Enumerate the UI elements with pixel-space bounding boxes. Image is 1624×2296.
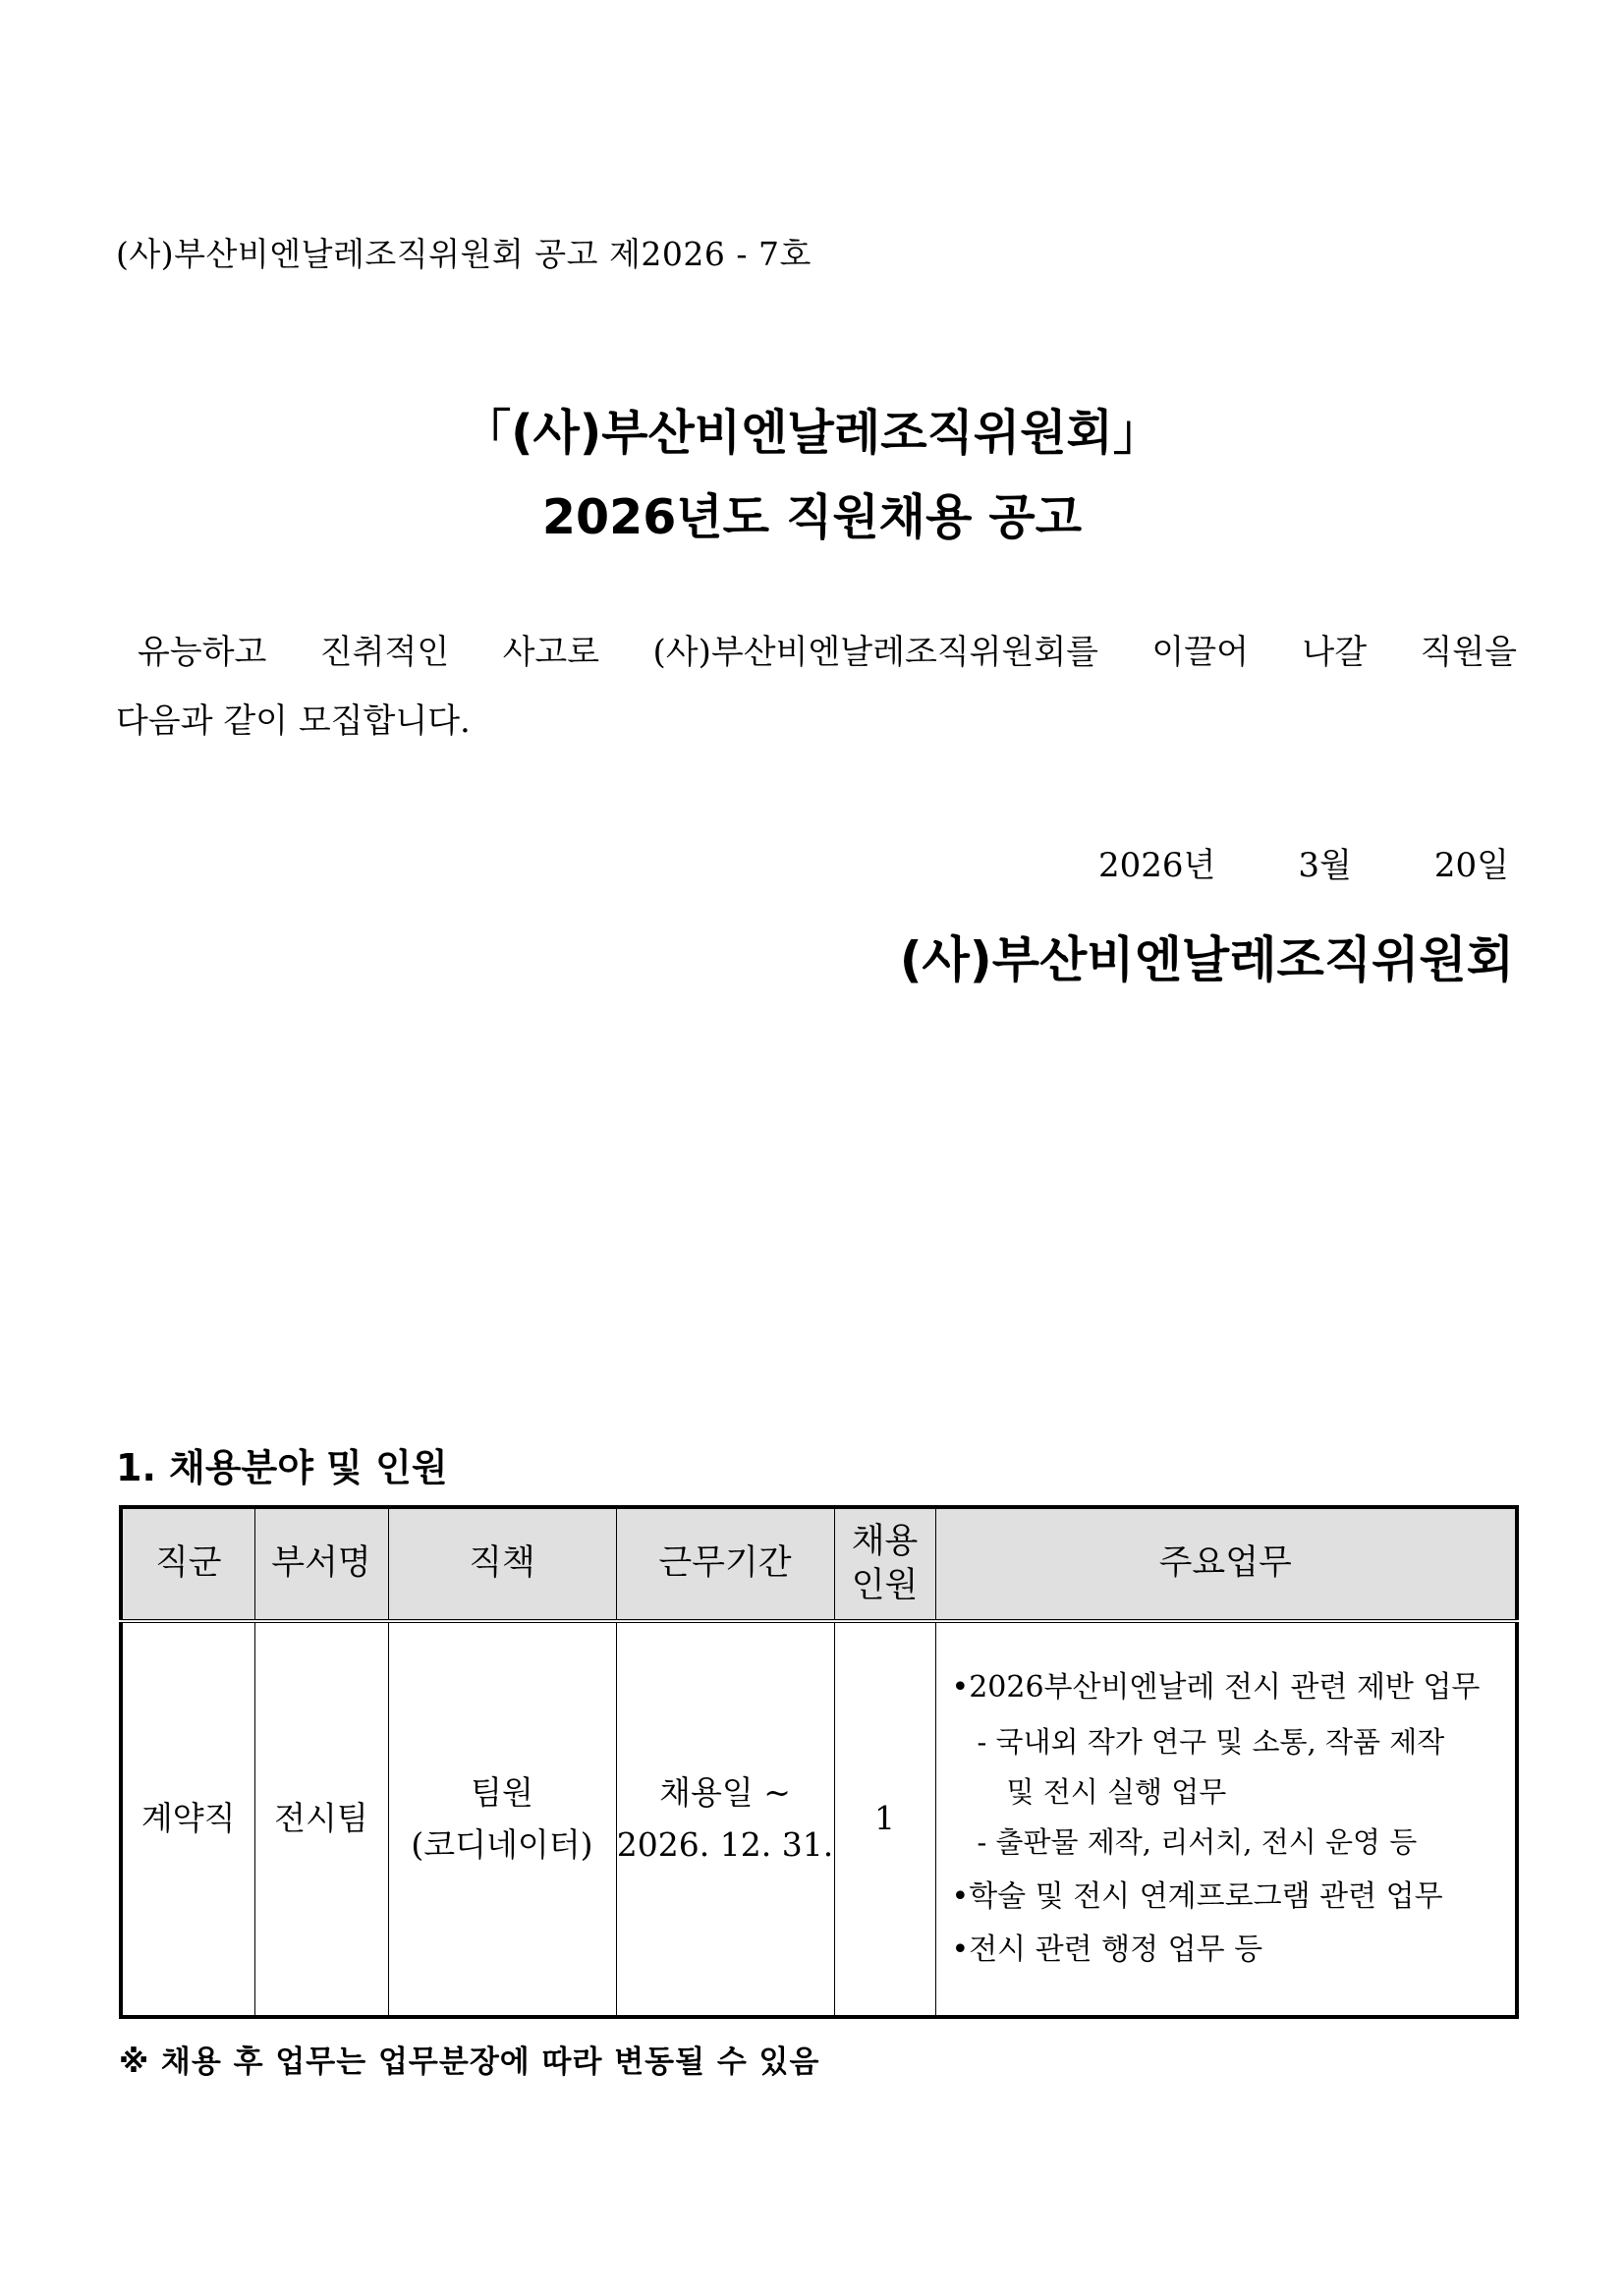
duty-item: •2026부산비엔날레 전시 관련 제반 업무 — [951, 1670, 1481, 1706]
table-header-row — [121, 1507, 1517, 1621]
header-headcount-line-2: 인원 — [851, 1566, 919, 1605]
intro-text-line-2: 다음과 같이 모집합니다. — [116, 701, 471, 741]
section-heading-recruitment: 1. 채용분야 및 인원 — [116, 1446, 448, 1489]
cell-period — [616, 1621, 834, 2017]
cell-grade: 계약직 — [121, 1621, 254, 2017]
organization-signature: (사)부산비엔날레조직위원회 — [899, 931, 1514, 988]
table-footnote: ※ 채용 후 업무는 업무분장에 따라 변동될 수 있음 — [119, 2044, 820, 2080]
cell-headcount: 1 — [834, 1621, 935, 2017]
recruitment-table — [119, 1505, 1519, 2019]
cell-department: 전시팀 — [254, 1621, 388, 2017]
intro-text-line-1: 유능하고 진취적인 사고로 (사)부산비엔날레조직위원회를 이끌어 나갈 직원을 — [138, 633, 1517, 672]
date-month: 3월 — [1298, 846, 1352, 885]
date-day: 20일 — [1433, 846, 1509, 885]
cell-position-line-2: (코디네이터) — [411, 1824, 593, 1864]
cell-position-line-1: 팀원 — [471, 1772, 533, 1812]
header-department: 부서명 — [254, 1507, 388, 1621]
duty-sub-item-continued: 및 전시 실행 업무 — [1006, 1775, 1227, 1810]
cell-period-line-1: 채용일 ~ — [659, 1772, 791, 1812]
duty-item: •학술 및 전시 연계프로그램 관련 업무 — [951, 1878, 1443, 1914]
duty-sub-item: - 국내외 작가 연구 및 소통, 작품 제작 — [977, 1725, 1445, 1760]
header-position: 직책 — [388, 1507, 616, 1621]
title-announcement: 2026년도 직원채용 공고 — [541, 489, 1083, 545]
header-duties: 주요업무 — [935, 1507, 1517, 1621]
cell-position — [388, 1621, 616, 2017]
announcement-date — [1098, 838, 1509, 886]
cell-period-line-2: 2026. 12. 31. — [616, 1824, 834, 1864]
header-period: 근무기간 — [616, 1507, 834, 1621]
header-grade: 직군 — [121, 1507, 254, 1621]
duty-sub-item: - 출판물 제작, 리서치, 전시 운영 등 — [977, 1824, 1418, 1859]
duty-item: •전시 관련 행정 업무 등 — [951, 1932, 1263, 1967]
title-organization: 「(사)부산비엔날레조직위원회」 — [463, 405, 1161, 461]
announcement-number: (사)부산비엔날레조직위원회 공고 제2026 - 7호 — [116, 235, 812, 273]
header-headcount — [834, 1507, 935, 1621]
table-row — [121, 1621, 1517, 2017]
cell-duties — [935, 1621, 1517, 2017]
date-year: 2026년 — [1098, 846, 1216, 885]
header-headcount-line-1: 채용 — [851, 1521, 919, 1561]
